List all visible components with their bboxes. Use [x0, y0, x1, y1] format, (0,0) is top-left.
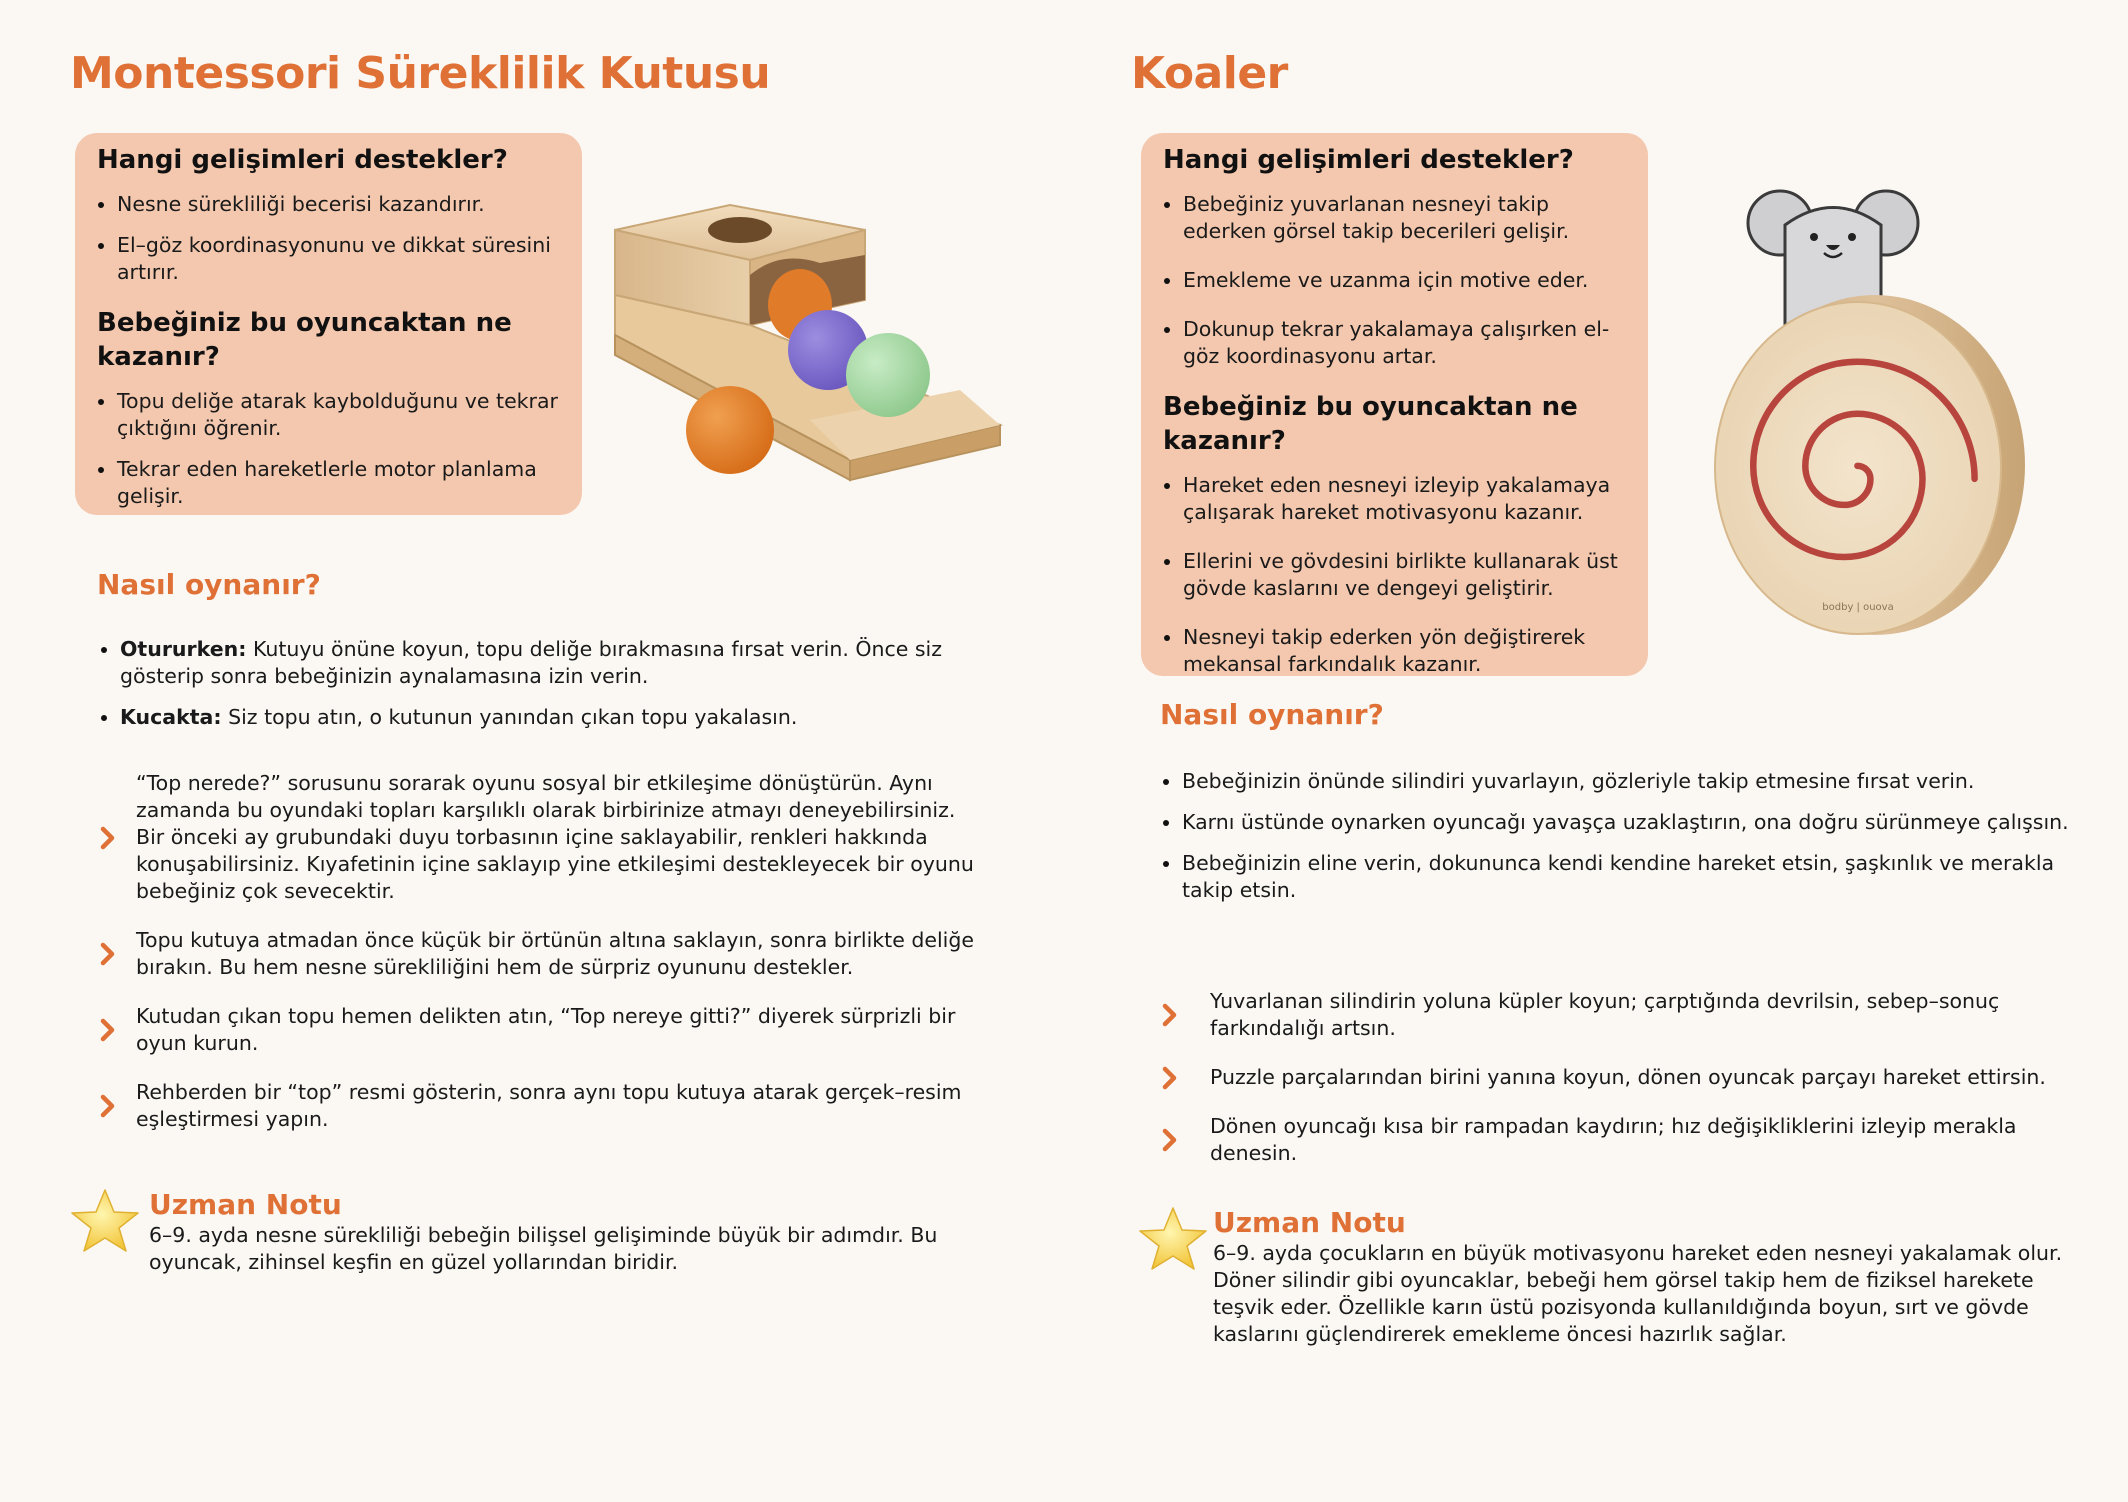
note-title: Uzman Notu — [149, 1188, 342, 1221]
tip-item — [88, 770, 988, 905]
tip-item — [1150, 988, 2050, 1042]
note-text: 6–9. ayda nesne sürekliliği bebeğin bilişsel gelişiminde büyük bir adımdır. Bu oyuncak, zihinsel keşfin en güzel yollarından biridir. — [149, 1223, 938, 1274]
how-to-play-heading: Nasıl oynanır? — [97, 568, 321, 601]
list-item: Nesneyi takip ederken yön değiştirerek mekansal farkındalık kazanır. — [1183, 624, 1626, 678]
note-text: 6–9. ayda çocukların en büyük motivasyonu hareket eden nesneyi yakalamak olur. Döner silindir gibi oyuncaklar, bebeği hem görsel takip hem de fiziksel harekete teşvik eder. Özellikle karın üstü pozisyonda kullanıldığında boyun, sırt ve gövde kaslarını güçlendirerek emekleme öncesi hazırlık sağlar. — [1213, 1241, 2063, 1346]
chevron-right-icon — [88, 1094, 128, 1118]
tip-text: Topu kutuya atmadan önce küçük bir örtünün altına saklayın, sonra birlikte deliğe bırakın. Bu hem nesne sürekliliğini hem de sürpriz oyununu destekler. — [136, 928, 974, 979]
list-item: Bebeğinizin önünde silindiri yuvarlayın, gözleriyle takip etmesine fırsat verin. — [1182, 768, 2082, 795]
chevron-right-icon — [1150, 1003, 1190, 1027]
chevron-right-icon — [1150, 1066, 1190, 1090]
how-to-play-list — [100, 636, 960, 731]
tip-text: “Top nerede?” sorusunu sorarak oyunu sosyal bir etkileşime dönüştürün. Aynı zamanda bu oyundaki topları karşılıklı olarak birbirinize atmayı deneyebilirsiniz. Bir önceki ay grubundaki duyu torbasının içine saklayabilir, renkleri hakkında konuşabilirsiniz. Kıyafetinin içine saklayıp yine etkileşimi destekleyecek bir oyunu bebeğiniz çok sevecektir. — [136, 771, 974, 903]
gains-list — [97, 388, 560, 510]
list-item: El–göz koordinasyonunu ve dikkat süresini artırır. — [117, 232, 560, 286]
list-item: Nesne sürekliliği becerisi kazandırır. — [117, 191, 560, 218]
tip-text: Dönen oyuncağı kısa bir rampadan kaydırın; hız değişikliklerini izleyip merakla denesin. — [1210, 1114, 2017, 1165]
box-heading: Hangi gelişimleri destekler? — [1163, 145, 1574, 175]
position-text: Siz topu atın, o kutunun yanından çıkan topu yakalasın. — [221, 705, 798, 729]
benefits-list — [1163, 191, 1626, 370]
how-to-play-list — [1162, 768, 2082, 904]
koala-cylinder-image — [1690, 185, 2050, 645]
list-item — [120, 636, 960, 690]
chevron-right-icon — [1150, 1128, 1190, 1152]
box-heading: Bebeğiniz bu oyuncaktan ne kazanır? — [97, 308, 512, 372]
list-item: Topu deliğe atarak kaybolduğunu ve tekrar çıktığını öğrenir. — [117, 388, 560, 442]
list-item — [120, 704, 960, 731]
position-label: Otururken: — [120, 637, 247, 661]
list-item: Tekrar eden hareketlerle motor planlama gelişir. — [117, 456, 560, 510]
box-heading: Hangi gelişimleri destekler? — [97, 145, 508, 175]
list-item: Bebeğiniz yuvarlanan nesneyi takip ederken görsel takip becerileri gelişir. — [1183, 191, 1626, 245]
star-icon — [1138, 1206, 1208, 1272]
box-heading: Bebeğiniz bu oyuncaktan ne kazanır? — [1163, 392, 1578, 456]
tip-item — [88, 1003, 988, 1057]
tip-item — [88, 1079, 988, 1133]
tip-item — [1150, 1064, 2050, 1091]
page-title-left: Montessori Süreklilik Kutusu — [70, 48, 771, 99]
list-item: Hareket eden nesneyi izleyip yakalamaya çalışarak hareket motivasyonu kazanır. — [1183, 472, 1626, 526]
tip-text: Yuvarlanan silindirin yoluna küpler koyun; çarptığında devrilsin, sebep–sonuç farkındalığı artsın. — [1210, 989, 2000, 1040]
gains-list — [1163, 472, 1626, 678]
permanence-box-image — [600, 195, 1010, 485]
list-item: Dokunup tekrar yakalamaya çalışırken el-göz koordinasyonu artar. — [1183, 316, 1626, 370]
position-label: Kucakta: — [120, 705, 222, 729]
star-icon — [70, 1188, 140, 1254]
tip-item — [1150, 1113, 2050, 1167]
tip-text: Rehberden bir “top” resmi gösterin, sonra aynı topu kutuya atarak gerçek–resim eşleştirmesi yapın. — [136, 1080, 962, 1131]
chevron-right-icon — [88, 1018, 128, 1042]
brand-label: bodby | ouova — [1822, 602, 1894, 613]
benefits-box-right — [1141, 133, 1648, 676]
chevron-right-icon — [88, 942, 128, 966]
list-item: Ellerini ve gövdesini birlikte kullanarak üst gövde kaslarını ve dengeyi geliştirir. — [1183, 548, 1626, 602]
list-item: Karnı üstünde oynarken oyuncağı yavaşça uzaklaştırın, ona doğru sürünmeye çalışsın. — [1182, 809, 2082, 836]
benefits-box-left — [75, 133, 582, 515]
tip-text: Puzzle parçalarından birini yanına koyun, dönen oyuncak parçayı hareket ettirsin. — [1210, 1065, 2046, 1089]
how-to-play-heading: Nasıl oynanır? — [1160, 698, 1384, 731]
note-title: Uzman Notu — [1213, 1206, 1406, 1239]
page-title-right: Koaler — [1131, 48, 1288, 99]
benefits-list — [97, 191, 560, 286]
tip-item — [88, 927, 988, 981]
tip-text: Kutudan çıkan topu hemen delikten atın, “Top nereye gitti?” diyerek sürprizli bir oyun kurun. — [136, 1004, 956, 1055]
list-item: Bebeğinizin eline verin, dokununca kendi kendine hareket etsin, şaşkınlık ve merakla takip etsin. — [1182, 850, 2082, 904]
list-item: Emekleme ve uzanma için motive eder. — [1183, 267, 1626, 294]
chevron-right-icon — [88, 826, 128, 850]
tips-list-left — [88, 770, 988, 1155]
position-text: Kutuyu önüne koyun, topu deliğe bırakmasına fırsat verin. Önce siz gösterip sonra bebeğinizin aynalamasına izin verin. — [120, 637, 943, 688]
tips-list-right — [1150, 988, 2050, 1189]
